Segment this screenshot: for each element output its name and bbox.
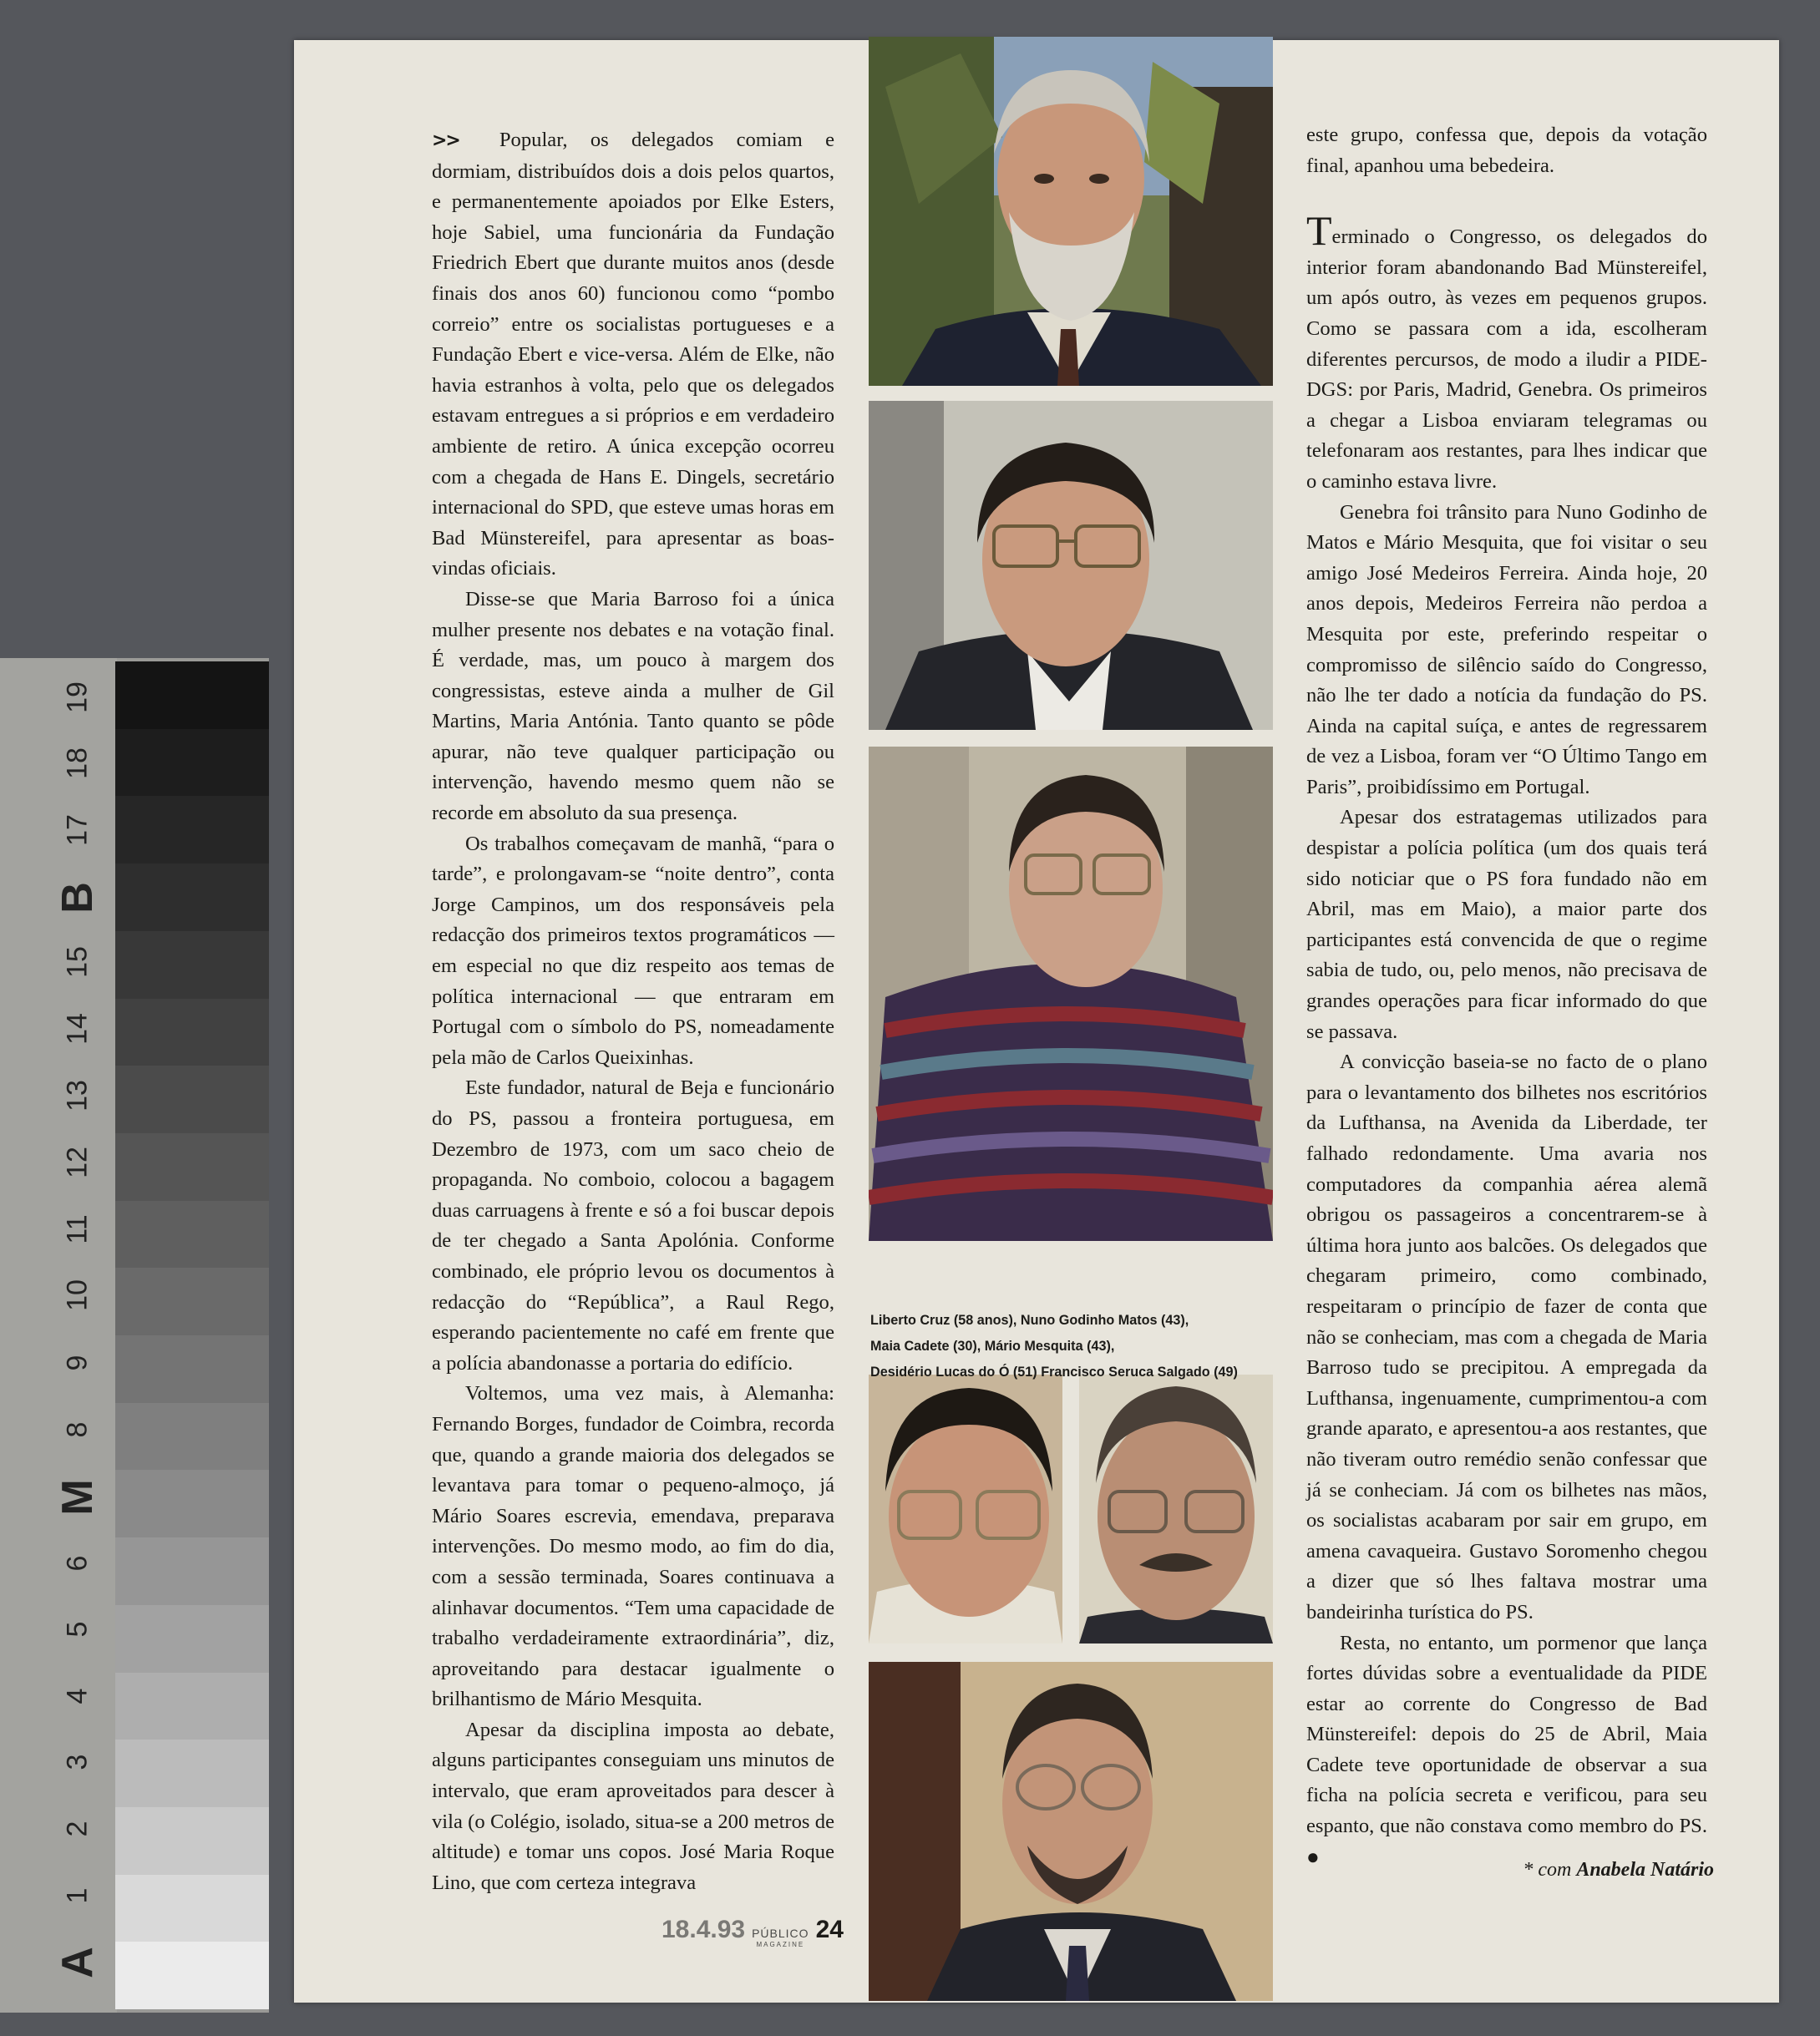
gray-patch — [115, 1605, 269, 1673]
folio-page-number: 24 — [815, 1916, 844, 1943]
scale-label: 14 — [61, 1013, 94, 1045]
portrait-photo-1 — [869, 37, 1273, 386]
scale-label: 4 — [61, 1688, 94, 1704]
gray-patch — [115, 864, 269, 931]
scale-label: M — [53, 1479, 102, 1516]
gray-patch — [115, 999, 269, 1066]
gray-patch — [115, 1875, 269, 1942]
scale-label: 5 — [61, 1621, 94, 1638]
gray-patch — [115, 1537, 269, 1605]
article-paragraph: Apesar dos estratagemas utilizados para despistar a polícia política (um dos quais terá sido noticiar que o PS fora fundado não em Abril, mas em Maio), a maior parte dos participantes está convencida de que o regime sabia de tudo, ou, pelo menos, não precisava de grandes operações para ficar informado do que se passava. — [1306, 806, 1707, 1043]
page-folio — [662, 1916, 844, 1950]
article-column-left — [432, 125, 834, 1898]
scale-labels — [0, 658, 117, 2013]
article-paragraph — [432, 829, 834, 1074]
article-paragraph — [432, 585, 834, 829]
gray-patch — [115, 931, 269, 999]
right-first-text: erminado o Congresso, os delegados do interior foram abandonando Bad Münstereifel, um após outro, às vezes em pequenos grupos. Como se passara com a ida, escolheram diferentes percursos, de modo a iludir a PIDE-DGS: por Paris, Madrid, Genebra. Os primeiros a chegar a Lisboa enviaram telegramas ou telefonaram aos restantes, para lhes indicar que o caminho estava livre. — [1306, 225, 1707, 493]
caption-line: Liberto Cruz (58 anos), Nuno Godinho Matos (43), — [870, 1313, 1189, 1328]
paragraph-text: Voltemos, uma vez mais, à Alemanha: Fernando Borges, fundador de Coimbra, recorda que, quando a grande maioria dos delegados se levantava para tomar o pequeno-almoço, já Mário Soares escrevia, emendava, preparava intervenções. Do mesmo modo, ao fim do dia, com a sessão terminada, Soares continuava a alinhavar documentos. “Tem uma capacidade de trabalho verdadeiramente extraordinária”, diz, aproveitando para destacar igualmente o brilhantismo de Mário Mesquita. — [432, 1382, 834, 1711]
portrait-photo-2 — [869, 401, 1273, 730]
gray-patch — [115, 1335, 269, 1403]
paragraph-text: Popular, os delegados comiam e dormiam, distribuídos dois a dois pelos quartos, e permanentemente apoiados por Elke Esters, hoje Sabiel, uma funcionária da Fundação Friedrich Ebert que durante muitos anos (desde finais dos anos 60) funcionou como “pombo correio” entre os socialistas portugueses e a Fundação Ebert e vice-versa. Além de Elke, não havia estranhos à volta, pelo que os delegados estavam entregues a si próprios e em verdadeiro ambiente de retiro. A única excepção ocorreu com a chegada de Hans E. Dingels, secretário internacional do SPD, que esteve umas horas em Bad Münstereifel, para apresentar as boas-vindas oficiais. — [432, 129, 834, 580]
right-lead-paragraph: este grupo, confessa que, depois da votação final, apanhou uma bebedeira. — [1306, 124, 1707, 177]
paragraph-text: Este fundador, natural de Beja e funcionário do PS, passou a fronteira portuguesa, em Dezembro de 1973, com um saco cheio de propaganda. No comboio, colocou a bagagem duas carruagens à frente e só a foi buscar depois de ter chegado a Santa Apolónia. Conforme combinado, ele próprio levou os documentos à redacção do “República”, a Raul Rego, esperando pacientemente no café em frente que a polícia abandonasse a portaria do edifício. — [432, 1076, 834, 1375]
gray-patch — [115, 1066, 269, 1133]
scale-label: 2 — [61, 1821, 94, 1837]
credit-name: Anabela Natário — [1576, 1859, 1714, 1881]
scale-label: 6 — [61, 1555, 94, 1572]
portrait-photo-4 — [869, 1375, 1062, 1643]
gray-patch — [115, 661, 269, 729]
gray-patch — [115, 1470, 269, 1537]
folio-brand — [752, 1928, 809, 1950]
scale-label: B — [53, 882, 102, 914]
paragraph-text: Os trabalhos começavam de manhã, “para o tarde”, e prolongavam-se “noite dentro”, conta Jorge Campinos, um dos responsáveis pela redacção dos primeiros textos programáticos — em especial no que diz respeito aos temas de política internacional — que entraram em Portugal com o símbolo do PS, nomeadamente pela mão de Carlos Queixinhas. — [432, 832, 834, 1069]
scale-label: 10 — [61, 1279, 94, 1311]
article-column-right — [1306, 120, 1707, 1873]
gray-patch — [115, 796, 269, 864]
article-paragraph — [432, 125, 834, 585]
gray-patch — [115, 1807, 269, 1875]
paragraph-text: Apesar da disciplina imposta ao debate, alguns participantes conseguiam uns minutos de intervalo, que eram aproveitados para descer à vila (o Colégio, isolado, situa-se a 200 metros de altitude) e tomar uns copos. José Maria Roque Lino, que com certeza integrava — [432, 1718, 834, 1894]
portrait-photo-5 — [1079, 1375, 1273, 1643]
color-calibration-target — [0, 658, 269, 2013]
folio-date: 18.4.93 — [662, 1916, 746, 1943]
gray-patch — [115, 1942, 269, 2009]
scale-label: 19 — [61, 681, 94, 713]
paragraph-text: Disse-se que Maria Barroso foi a única mulher presente nos debates e na votação final. É verdade, mas, um pouco à margem dos congressistas, esteve ainda a mulher de Gil Martins, Maria Antónia. Tanto quanto se pôde apurar, não teve qualquer participação ou intervenção, havendo mesmo quem não se recorde em absoluto da sua presença. — [432, 587, 834, 825]
article-paragraph: Genebra foi trânsito para Nuno Godinho de Matos e Mário Mesquita, que foi visitar o seu amigo José Medeiros Ferreira. Ainda hoje, 20 anos depois, Medeiros Ferreira não perdoa a Mesquita por este, preferindo respeitar o compromisso de silêncio saído do Congresso, não lhe ter dado a notícia da fundação do PS. Ainda na capital suíça, e antes de regressarem de vez a Lisboa, foram ver “O Último Tango em Paris”, proibidíssimo em Portugal. — [1306, 500, 1707, 798]
scale-label: 3 — [61, 1754, 94, 1770]
drop-cap: T — [1306, 207, 1332, 255]
scale-label: 11 — [61, 1214, 94, 1244]
scale-label: 1 — [61, 1887, 94, 1904]
article-paragraph — [432, 1379, 834, 1715]
caption-line: Maia Cadete (30), Mário Mesquita (43), — [870, 1339, 1115, 1354]
scale-label: 13 — [61, 1080, 94, 1112]
right-last-paragraph — [1306, 1628, 1707, 1874]
credit-prefix: * com — [1523, 1859, 1572, 1881]
article-paragraph: A convicção baseia-se no facto de o plano para o levantamento dos bilhetes nos escritórios da Lufthansa, na Avenida da Liberdade, ter falhado redondamente. Uma avaria nos computadores da companhia aérea alemã obrigou os passageiros a concentrarem-se à última hora junto aos balcões. Os delegados que chegaram primeiro, como combinado, respeitaram o princípio de fazer de conta que não se conheciam, mas com a chegada de Maria Barroso tudo se precipitou. A empregada da Lufthansa, ingenuamente, cumprimentou-a com grande aparato, e apresentou-a aos restantes, que não tiveram outro remédio senão confessar que já se conheciam. Já com os bilhetes nas mãos, os socialistas acabaram por sair em grupo, em amena cavaqueira. Gustavo Soromenho chegou a dizer que só lhes faltava mostrar uma bandeirinha turística do PS. — [1306, 1051, 1707, 1623]
magazine-page — [294, 40, 1779, 2003]
article-paragraph — [432, 1073, 834, 1379]
right-last-text: Resta, no entanto, um pormenor que lança fortes dúvidas sobre a eventualidade da PIDE estar ao corrente do Congresso de Bad Münstereifel: depois do 25 de Abril, Maia Cadete teve oportunidade de observar a sua ficha na polícia secreta e verificou, para seu espanto, que não constava como membro do PS. — [1306, 1631, 1707, 1838]
gray-patch — [115, 1403, 269, 1471]
gray-patch — [115, 1133, 269, 1201]
gray-patches — [115, 661, 269, 2009]
gray-patch — [115, 1268, 269, 1335]
gray-patch — [115, 1201, 269, 1269]
author-credit — [1497, 1859, 1714, 1882]
folio-brand-sub: MAGAZINE — [756, 1941, 805, 1948]
scale-label: 8 — [61, 1421, 94, 1438]
scale-label: 18 — [61, 747, 94, 779]
portrait-photo-6 — [869, 1662, 1273, 2001]
scale-label: 12 — [61, 1147, 94, 1178]
scale-label: A — [53, 1947, 102, 1978]
end-mark: ● — [1306, 1844, 1320, 1869]
gray-patch — [115, 729, 269, 797]
gray-patch — [115, 1673, 269, 1740]
portrait-photo-3 — [869, 747, 1273, 1241]
photo-caption — [870, 1308, 1238, 1385]
scale-label: 15 — [61, 946, 94, 978]
right-first-paragraph — [1306, 207, 1707, 497]
scale-label: 9 — [61, 1355, 94, 1371]
folio-brand-name: PÚBLICO — [752, 1927, 809, 1940]
gray-patch — [115, 1740, 269, 1807]
article-paragraph — [432, 1715, 834, 1899]
caption-line: Desidério Lucas do Ó (51) Francisco Seruca Salgado (49) — [870, 1365, 1238, 1380]
scale-label: 17 — [61, 814, 94, 846]
continuation-arrows-icon: >> — [432, 130, 459, 151]
